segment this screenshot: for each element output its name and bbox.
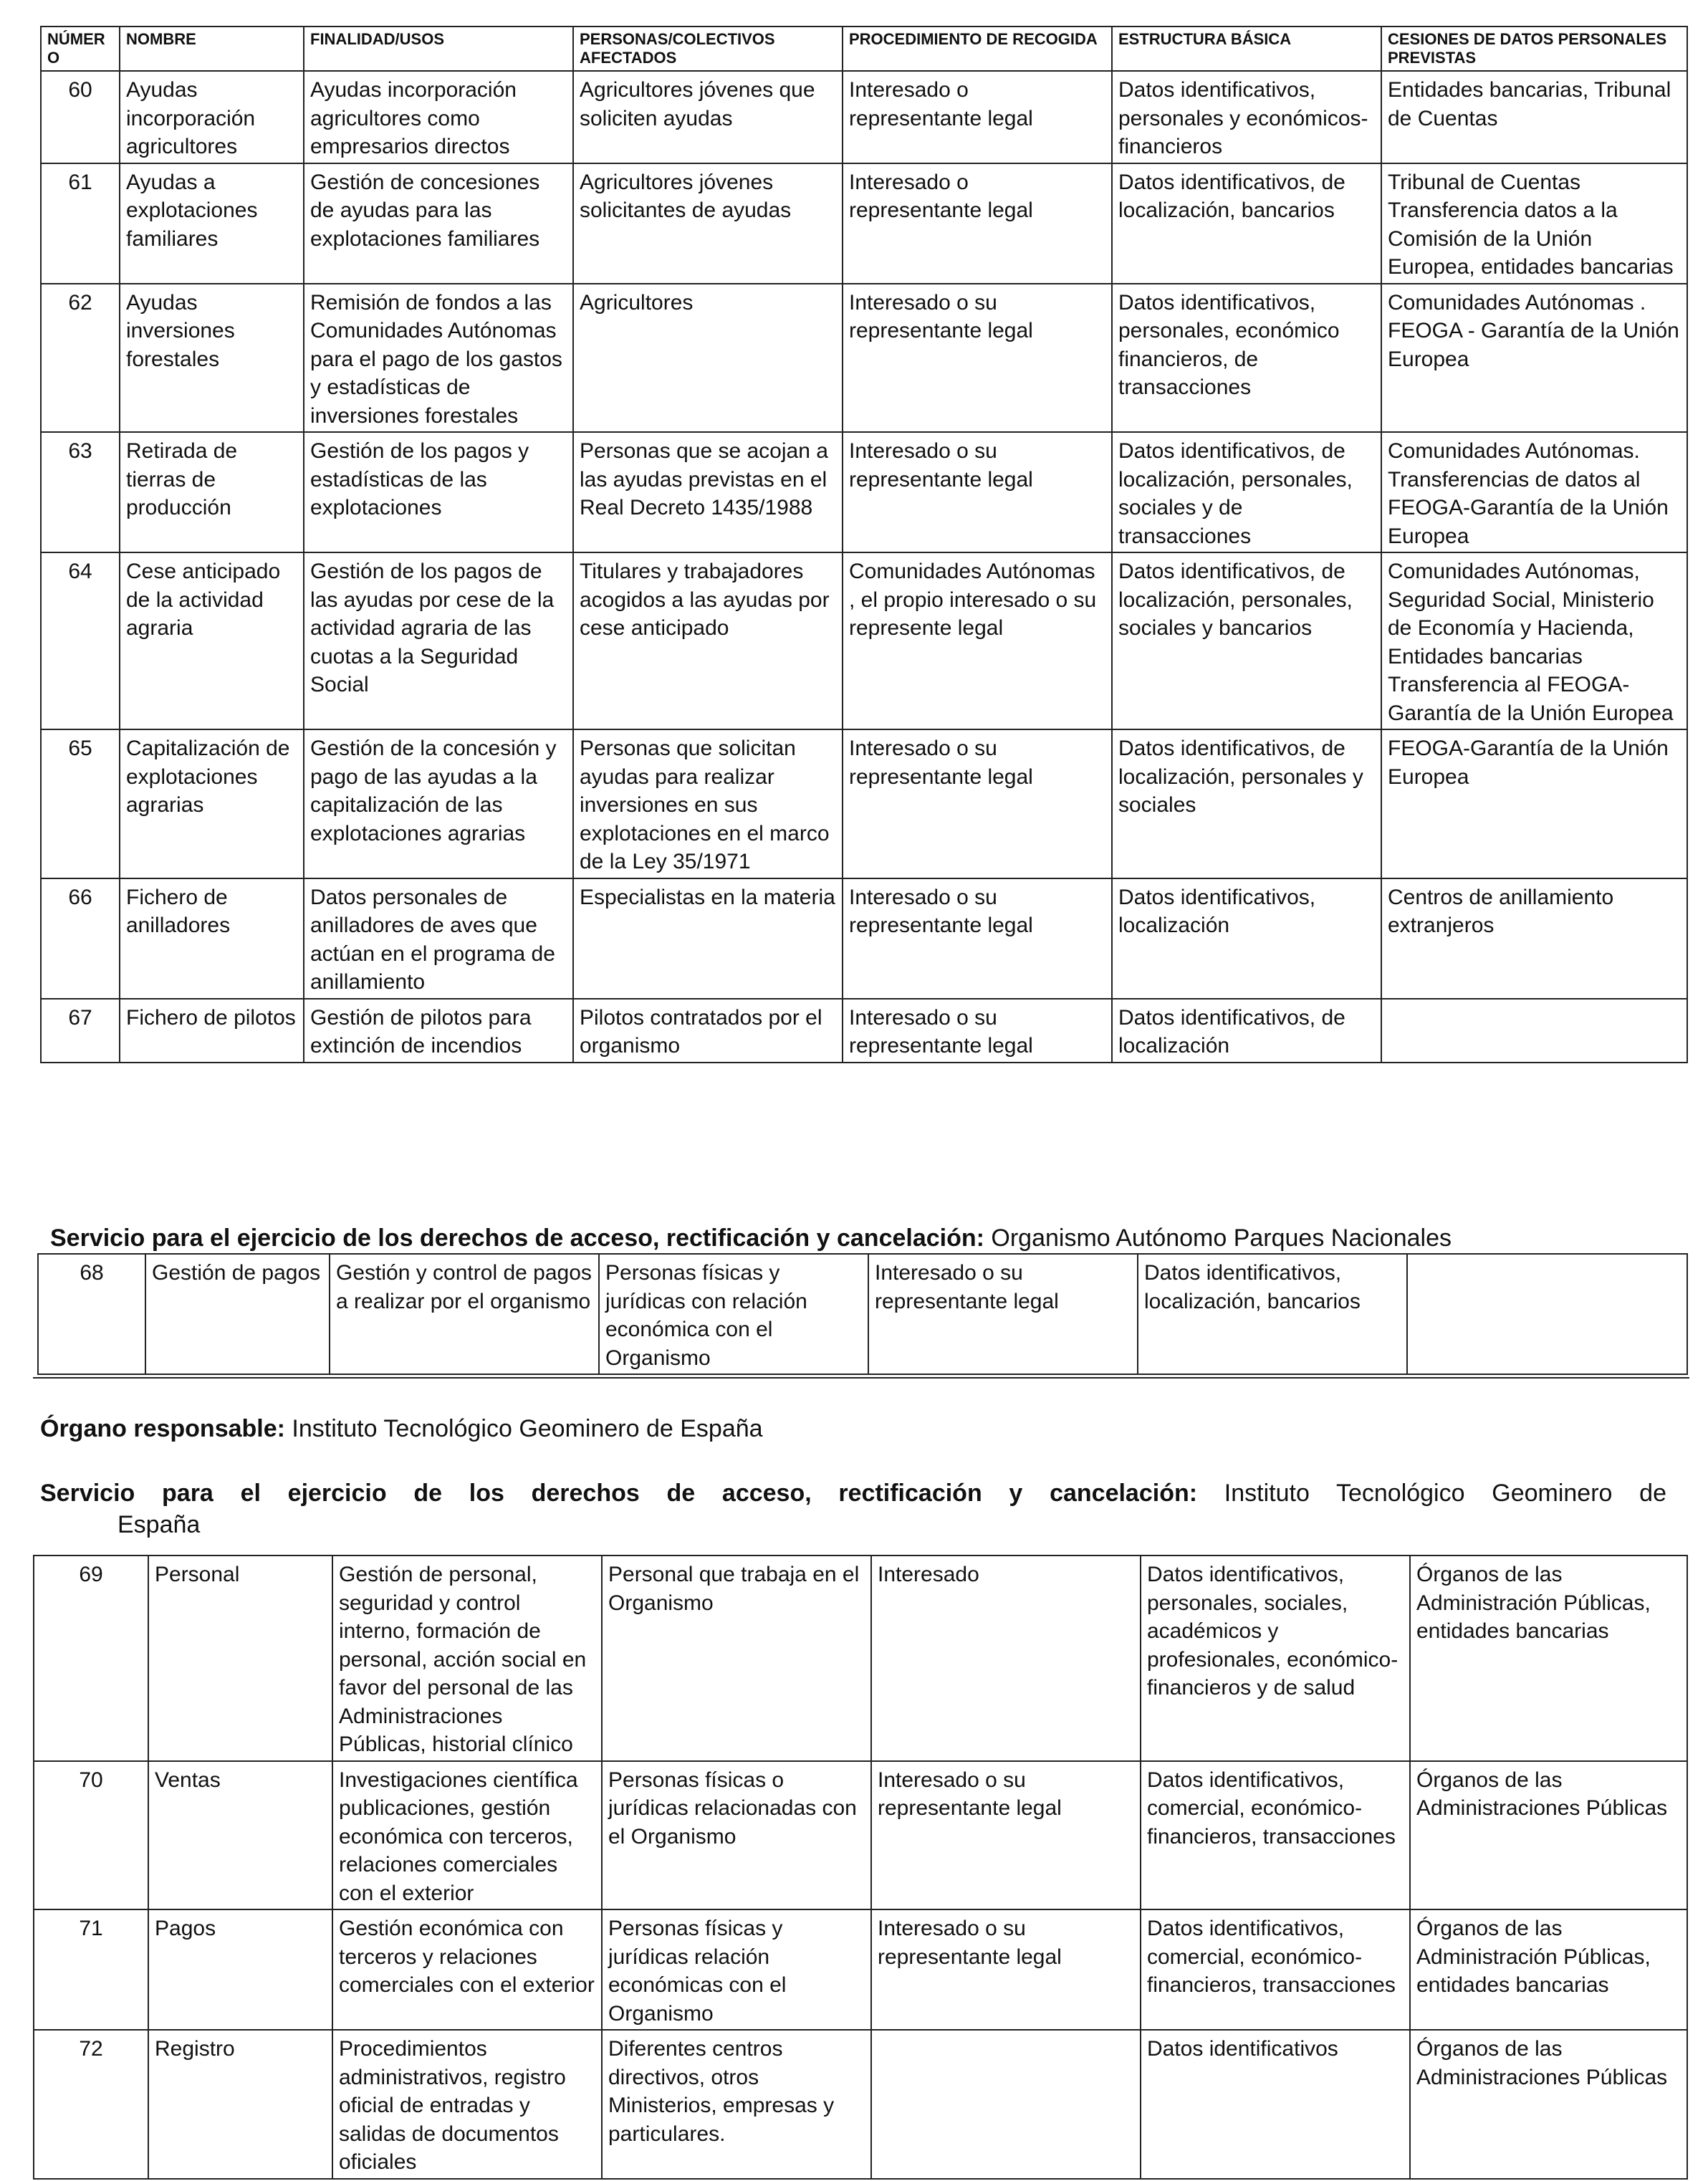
cell-cesiones: Tribunal de Cuentas Transferencia datos a la Comisión de la Unión Europea, entidades bancarias <box>1381 163 1687 284</box>
cell-numero: 69 <box>34 1556 148 1761</box>
table-row <box>34 1761 1687 1910</box>
table-row <box>34 1909 1687 2030</box>
cell-finalidad: Gestión de pilotos para extinción de incendios <box>304 999 573 1063</box>
cell-procedimiento: Interesado <box>871 1556 1141 1761</box>
organo-responsable-value: Instituto Tecnológico Geominero de España <box>292 1415 763 1442</box>
cell-cesiones: Entidades bancarias, Tribunal de Cuentas <box>1381 71 1687 163</box>
table-row <box>38 1254 1687 1374</box>
header-numero: NÚMERO <box>41 27 120 71</box>
cell-numero: 64 <box>41 552 120 729</box>
cell-procedimiento: Interesado o su representante legal <box>843 878 1112 999</box>
table-row <box>41 163 1687 284</box>
cell-cesiones: Órganos de las Administraciones Públicas <box>1410 1761 1687 1910</box>
cell-numero: 65 <box>41 729 120 878</box>
cell-personas: Agricultores <box>573 284 843 433</box>
cell-nombre: Personal <box>148 1556 332 1761</box>
cell-nombre: Registro <box>148 2030 332 2179</box>
cell-numero: 63 <box>41 432 120 552</box>
cell-numero: 67 <box>41 999 120 1063</box>
cell-cesiones: Comunidades Autónomas, Seguridad Social, Ministerio de Economía y Hacienda, Entidades bancarias Transferencia al FEOGA-Garantía de la Unión Europea <box>1381 552 1687 729</box>
service-heading-label: Servicio para el ejercicio de los derechos de acceso, rectificación y cancelación: <box>40 1480 1198 1507</box>
table-row <box>41 71 1687 163</box>
header-finalidad: FINALIDAD/USOS <box>304 27 573 71</box>
cell-nombre: Ventas <box>148 1761 332 1910</box>
cell-procedimiento: Interesado o representante legal <box>843 163 1112 284</box>
divider <box>33 1377 1689 1379</box>
service-heading-value: Organismo Autónomo Parques Nacionales <box>991 1224 1452 1252</box>
cell-procedimiento: Interesado o representante legal <box>843 71 1112 163</box>
cell-finalidad: Procedimientos administrativos, registro oficial de entradas y salidas de documentos oficiales <box>332 2030 602 2179</box>
registry-table-1 <box>40 26 1688 1063</box>
cell-numero: 68 <box>38 1254 145 1374</box>
table-row <box>34 2030 1687 2179</box>
service-heading-value-cont: España <box>117 1511 201 1538</box>
cell-estructura: Datos identificativos, localización, bancarios <box>1138 1254 1407 1374</box>
cell-finalidad: Gestión de concesiones de ayudas para las explotaciones familiares <box>304 163 573 284</box>
organo-responsable-label: Órgano responsable: <box>40 1415 285 1442</box>
cell-nombre: Ayudas a explotaciones familiares <box>120 163 304 284</box>
cell-nombre: Capitalización de explotaciones agrarias <box>120 729 304 878</box>
cell-personas: Personas que solicitan ayudas para realizar inversiones en sus explotaciones en el marco de la Ley 35/1971 <box>573 729 843 878</box>
cell-cesiones: Comunidades Autónomas. Transferencias de datos al FEOGA-Garantía de la Unión Europea <box>1381 432 1687 552</box>
cell-nombre: Gestión de pagos <box>145 1254 330 1374</box>
table-body-1 <box>41 71 1687 1063</box>
service-heading-geominero-cont <box>117 1510 200 1539</box>
table-row <box>41 999 1687 1063</box>
header-nombre: NOMBRE <box>120 27 304 71</box>
table-body-2 <box>38 1254 1687 1374</box>
header-cesiones: CESIONES DE DATOS PERSONALES PREVISTAS <box>1381 27 1687 71</box>
cell-cesiones: Órganos de las Administración Públicas, entidades bancarias <box>1410 1556 1687 1761</box>
cell-cesiones <box>1381 999 1687 1063</box>
cell-procedimiento: Interesado o su representante legal <box>871 1761 1141 1910</box>
cell-estructura: Datos identificativos, localización <box>1112 878 1381 999</box>
cell-numero: 70 <box>34 1761 148 1910</box>
registry-table-3 <box>33 1555 1688 2180</box>
cell-finalidad: Investigaciones científica publicaciones, gestión económica con terceros, relaciones comerciales con el exterior <box>332 1761 602 1910</box>
service-heading-value: Instituto Tecnológico Geominero de <box>1224 1480 1666 1507</box>
cell-personas: Diferentes centros directivos, otros Ministerios, empresas y particulares. <box>602 2030 871 2179</box>
cell-personas: Especialistas en la materia <box>573 878 843 999</box>
cell-personas: Pilotos contratados por el organismo <box>573 999 843 1063</box>
header-procedimiento: PROCEDIMIENTO DE RECOGIDA <box>843 27 1112 71</box>
cell-estructura: Datos identificativos, personales y económicos-financieros <box>1112 71 1381 163</box>
table-row <box>41 878 1687 999</box>
cell-personas: Titulares y trabajadores acogidos a las ayudas por cese anticipado <box>573 552 843 729</box>
registry-table-2 <box>37 1253 1688 1375</box>
service-heading-label: Servicio para el ejercicio de los derechos de acceso, rectificación y cancelación: <box>50 1224 984 1252</box>
cell-nombre: Retirada de tierras de producción <box>120 432 304 552</box>
table-row <box>41 729 1687 878</box>
cell-numero: 62 <box>41 284 120 433</box>
cell-estructura: Datos identificativos, personales, sociales, académicos y profesionales, económico-financieros y de salud <box>1141 1556 1410 1761</box>
cell-personas: Personas físicas y jurídicas relación económicas con el Organismo <box>602 1909 871 2030</box>
cell-estructura: Datos identificativos, de localización, personales, sociales y de transacciones <box>1112 432 1381 552</box>
table-row <box>34 1556 1687 1761</box>
cell-personas: Personas físicas y jurídicas con relación económica con el Organismo <box>599 1254 868 1374</box>
cell-finalidad: Gestión de los pagos y estadísticas de las explotaciones <box>304 432 573 552</box>
cell-estructura: Datos identificativos, de localización, personales, sociales y bancarios <box>1112 552 1381 729</box>
header-estructura: ESTRUCTURA BÁSICA <box>1112 27 1381 71</box>
cell-cesiones: Comunidades Autónomas . FEOGA - Garantía de la Unión Europea <box>1381 284 1687 433</box>
cell-finalidad: Gestión económica con terceros y relaciones comerciales con el exterior <box>332 1909 602 2030</box>
cell-estructura: Datos identificativos, de localización <box>1112 999 1381 1063</box>
cell-procedimiento: Comunidades Autónomas , el propio interesado o su represente legal <box>843 552 1112 729</box>
cell-finalidad: Remisión de fondos a las Comunidades Autónomas para el pago de los gastos y estadísticas de inversiones forestales <box>304 284 573 433</box>
cell-finalidad: Gestión y control de pagos a realizar por el organismo <box>330 1254 599 1374</box>
cell-nombre: Fichero de pilotos <box>120 999 304 1063</box>
header-personas: PERSONAS/COLECTIVOS AFECTADOS <box>573 27 843 71</box>
table-row <box>41 552 1687 729</box>
cell-nombre: Pagos <box>148 1909 332 2030</box>
cell-finalidad: Gestión de personal, seguridad y control interno, formación de personal, acción social en favor del personal de las Administraciones Públicas, historial clínico <box>332 1556 602 1761</box>
service-heading-parques <box>50 1224 1452 1252</box>
cell-cesiones <box>1407 1254 1687 1374</box>
cell-nombre: Ayudas incorporación agricultores <box>120 71 304 163</box>
cell-finalidad: Datos personales de anilladores de aves que actúan en el programa de anillamiento <box>304 878 573 999</box>
cell-numero: 72 <box>34 2030 148 2179</box>
cell-estructura: Datos identificativos, de localización, bancarios <box>1112 163 1381 284</box>
table-header-row <box>41 27 1687 71</box>
table-row <box>41 432 1687 552</box>
cell-procedimiento <box>871 2030 1141 2179</box>
cell-finalidad: Gestión de la concesión y pago de las ayudas a la capitalización de las explotaciones agrarias <box>304 729 573 878</box>
cell-numero: 61 <box>41 163 120 284</box>
cell-procedimiento: Interesado o su representante legal <box>843 284 1112 433</box>
cell-cesiones: Órganos de las Administración Públicas, entidades bancarias <box>1410 1909 1687 2030</box>
cell-nombre: Cese anticipado de la actividad agraria <box>120 552 304 729</box>
cell-personas: Agricultores jóvenes solicitantes de ayudas <box>573 163 843 284</box>
cell-estructura: Datos identificativos, comercial, económico-financieros, transacciones <box>1141 1761 1410 1910</box>
cell-procedimiento: Interesado o su representante legal <box>843 432 1112 552</box>
cell-procedimiento: Interesado o su representante legal <box>868 1254 1138 1374</box>
cell-personas: Personal que trabaja en el Organismo <box>602 1556 871 1761</box>
cell-estructura: Datos identificativos <box>1141 2030 1410 2179</box>
cell-finalidad: Ayudas incorporación agricultores como empresarios directos <box>304 71 573 163</box>
cell-estructura: Datos identificativos, comercial, económico-financieros, transacciones <box>1141 1909 1410 2030</box>
cell-cesiones: Centros de anillamiento extranjeros <box>1381 878 1687 999</box>
organo-responsable-heading <box>40 1414 763 1443</box>
cell-cesiones: Órganos de las Administraciones Públicas <box>1410 2030 1687 2179</box>
cell-personas: Personas físicas o jurídicas relacionadas con el Organismo <box>602 1761 871 1910</box>
cell-numero: 66 <box>41 878 120 999</box>
cell-personas: Personas que se acojan a las ayudas previstas en el Real Decreto 1435/1988 <box>573 432 843 552</box>
table-body-3 <box>34 1556 1687 2179</box>
cell-numero: 60 <box>41 71 120 163</box>
cell-finalidad: Gestión de los pagos de las ayudas por cese de la actividad agraria de las cuotas a la Seguridad Social <box>304 552 573 729</box>
service-heading-geominero <box>40 1479 1666 1507</box>
cell-estructura: Datos identificativos, de localización, personales y sociales <box>1112 729 1381 878</box>
cell-nombre: Ayudas inversiones forestales <box>120 284 304 433</box>
cell-cesiones: FEOGA-Garantía de la Unión Europea <box>1381 729 1687 878</box>
cell-nombre: Fichero de anilladores <box>120 878 304 999</box>
table-row <box>41 284 1687 433</box>
cell-numero: 71 <box>34 1909 148 2030</box>
cell-procedimiento: Interesado o su representante legal <box>843 999 1112 1063</box>
cell-procedimiento: Interesado o su representante legal <box>843 729 1112 878</box>
cell-personas: Agricultores jóvenes que soliciten ayudas <box>573 71 843 163</box>
cell-estructura: Datos identificativos, personales, económico financieros, de transacciones <box>1112 284 1381 433</box>
cell-procedimiento: Interesado o su representante legal <box>871 1909 1141 2030</box>
